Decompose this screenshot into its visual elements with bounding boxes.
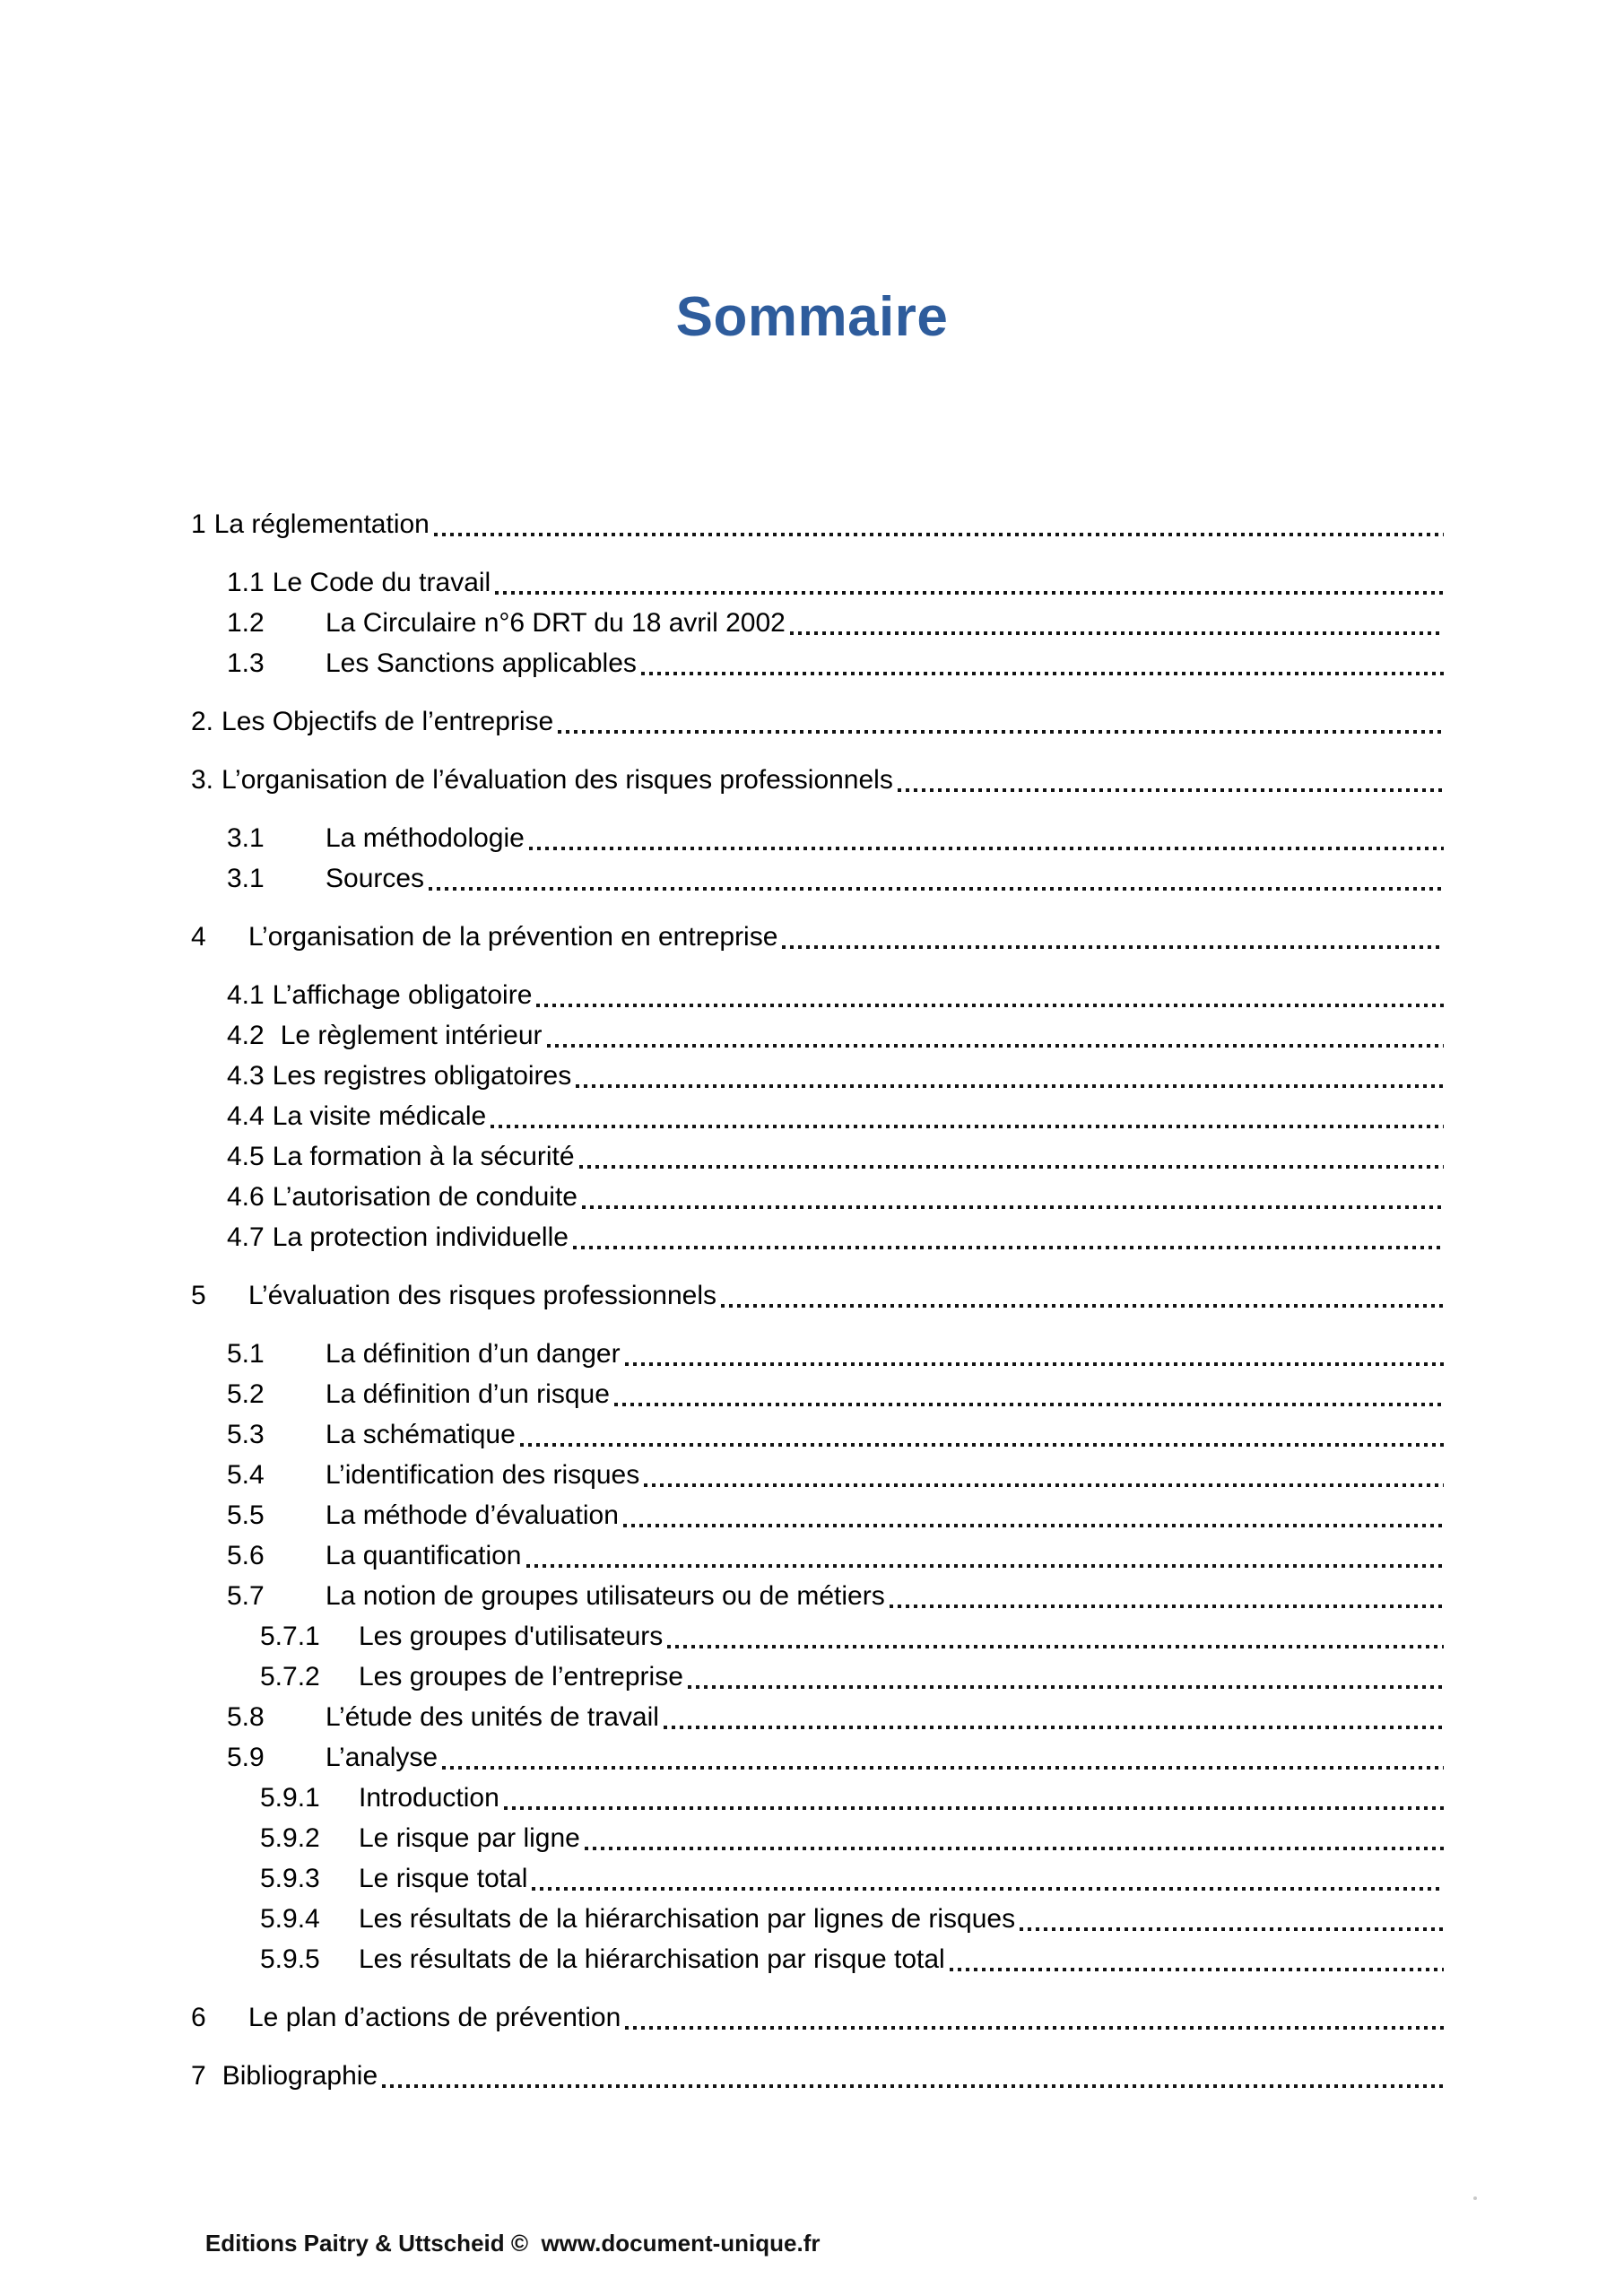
toc-entry-label: La définition d’un risque — [326, 1379, 610, 1409]
toc-entry — [191, 1500, 1444, 1541]
toc-entry — [191, 1702, 1444, 1743]
dot-leader — [526, 1564, 1445, 1568]
toc-entry-number: 3. — [191, 765, 214, 795]
toc-entry-label: Les résultats de la hiérarchisation par risque total — [359, 1944, 945, 1974]
toc-entry-label: Le risque total — [359, 1864, 528, 1893]
toc-entry-label: La notion de groupes utilisateurs ou de métiers — [326, 1581, 885, 1611]
dot-leader — [579, 1165, 1444, 1169]
dot-leader — [1020, 1927, 1444, 1931]
toc-entry-number: 5.9.3 — [260, 1864, 320, 1893]
toc-entry — [191, 823, 1444, 864]
toc-entry — [191, 1061, 1444, 1101]
toc-entry-label: La définition d’un danger — [326, 1339, 621, 1369]
dot-leader — [582, 1205, 1444, 1209]
toc-entry — [191, 1460, 1444, 1500]
toc-entry-label: L’autorisation de conduite — [272, 1182, 578, 1212]
toc-entry-number: 1.2 — [227, 608, 265, 638]
dot-leader — [491, 1125, 1444, 1128]
dot-leader — [614, 1403, 1444, 1406]
toc-entry-number: 4.5 — [227, 1142, 265, 1171]
toc-entry — [191, 1142, 1444, 1182]
toc-entry-number: 5.6 — [227, 1541, 265, 1570]
toc-entry — [191, 1021, 1444, 1061]
dot-leader — [625, 2026, 1444, 2030]
toc-entry-number: 3.1 — [227, 823, 265, 853]
toc-entry-label: Le règlement intérieur — [280, 1021, 543, 1050]
toc-entry-number: 5.9.5 — [260, 1944, 320, 1974]
toc-entry-label: La visite médicale — [272, 1101, 487, 1131]
dot-leader — [536, 1004, 1444, 1007]
toc-entry-number: 1.1 — [227, 568, 265, 597]
toc-entry-label: La protection individuelle — [272, 1222, 569, 1252]
dot-leader — [573, 1246, 1444, 1249]
toc-entry — [191, 922, 1444, 962]
toc-entry-label: Le risque par ligne — [359, 1823, 580, 1853]
toc-entry — [191, 1944, 1444, 1985]
toc-entry-number: 3.1 — [227, 864, 265, 893]
dot-leader — [721, 1304, 1444, 1308]
dot-leader — [547, 1044, 1444, 1048]
dot-leader — [585, 1847, 1444, 1850]
toc-entry-label: L’identification des risques — [326, 1460, 640, 1490]
toc-entry — [191, 1622, 1444, 1662]
toc-entry — [191, 568, 1444, 608]
toc-entry-label: La schématique — [326, 1420, 516, 1449]
dot-leader — [529, 847, 1444, 850]
toc-entry-number: 5 — [191, 1281, 206, 1310]
toc-entry-label: Introduction — [359, 1783, 499, 1813]
toc-entry-label: Bibliographie — [221, 2061, 378, 2091]
toc-entry — [191, 1783, 1444, 1823]
toc-entry-number: 5.9.1 — [260, 1783, 320, 1813]
toc-entry-label: L’analyse — [326, 1743, 439, 1772]
dot-leader — [495, 591, 1444, 595]
toc-entry — [191, 1379, 1444, 1420]
toc-entry-number: 5.5 — [227, 1500, 265, 1530]
toc-entry-label: Les résultats de la hiérarchisation par lignes de risques — [359, 1904, 1016, 1934]
toc-entry-number: 1 — [191, 509, 206, 539]
dot-leader — [688, 1685, 1444, 1689]
toc-entry-label: La méthodologie — [326, 823, 525, 853]
toc-entry-number: 7 — [191, 2061, 206, 2091]
dot-leader — [382, 2084, 1444, 2088]
dot-leader — [434, 533, 1444, 536]
toc-entry-number: 4.1 — [227, 980, 265, 1010]
toc-entry-number: 5.4 — [227, 1460, 265, 1490]
toc-entry — [191, 1182, 1444, 1222]
toc-entry — [191, 765, 1444, 805]
toc-entry — [191, 2061, 1444, 2101]
scan-artifact-dot — [1473, 2196, 1477, 2200]
toc-entry — [191, 1420, 1444, 1460]
dot-leader — [520, 1443, 1444, 1447]
toc-entry-label: La quantification — [326, 1541, 522, 1570]
toc-entry-label: Les groupes de l’entreprise — [359, 1662, 683, 1692]
dot-leader — [429, 887, 1444, 891]
toc-entry — [191, 509, 1444, 550]
dot-leader — [504, 1806, 1444, 1810]
toc-entry-label: L’organisation de la prévention en entreprise — [248, 922, 778, 952]
toc-entry-label: La réglementation — [213, 509, 430, 539]
toc-entry — [191, 648, 1444, 689]
dot-leader — [644, 1483, 1444, 1487]
toc-entry — [191, 707, 1444, 747]
toc-entry-number: 5.7 — [227, 1581, 265, 1611]
toc-entry — [191, 1662, 1444, 1702]
toc-entry-number: 4.6 — [227, 1182, 265, 1212]
toc-entry-label: Les Sanctions applicables — [326, 648, 637, 678]
dot-leader — [790, 631, 1444, 635]
dot-leader — [898, 788, 1444, 792]
dot-leader — [641, 672, 1444, 675]
toc-entry-number: 6 — [191, 2003, 206, 2032]
toc-entry — [191, 1904, 1444, 1944]
toc-entry — [191, 1581, 1444, 1622]
table-of-contents — [191, 509, 1444, 2119]
toc-entry-number: 5.9 — [227, 1743, 265, 1772]
toc-entry-label: Les Objectifs de l’entreprise — [221, 707, 554, 736]
toc-entry-number: 4.3 — [227, 1061, 265, 1091]
toc-entry-number: 5.7.2 — [260, 1662, 320, 1692]
toc-entry — [191, 1541, 1444, 1581]
toc-entry — [191, 608, 1444, 648]
toc-entry — [191, 1864, 1444, 1904]
toc-entry — [191, 1823, 1444, 1864]
dot-leader — [782, 945, 1444, 949]
toc-entry — [191, 864, 1444, 904]
dot-leader — [623, 1524, 1444, 1527]
toc-entry-label: La formation à la sécurité — [272, 1142, 575, 1171]
toc-entry-label: L’affichage obligatoire — [272, 980, 533, 1010]
toc-entry-number: 5.9.2 — [260, 1823, 320, 1853]
toc-entry — [191, 1281, 1444, 1321]
toc-entry-label: Le plan d’actions de prévention — [248, 2003, 621, 2032]
toc-entry — [191, 1222, 1444, 1263]
toc-entry-label: L’organisation de l’évaluation des risques professionnels — [221, 765, 893, 795]
toc-entry-number: 5.1 — [227, 1339, 265, 1369]
toc-entry-label: Sources — [326, 864, 425, 893]
toc-entry-number: 5.3 — [227, 1420, 265, 1449]
toc-entry — [191, 1339, 1444, 1379]
dot-leader — [667, 1645, 1444, 1648]
toc-entry-number: 5.7.1 — [260, 1622, 320, 1651]
toc-entry-number: 4.2 — [227, 1021, 265, 1050]
toc-entry-label: L’étude des unités de travail — [326, 1702, 659, 1732]
toc-entry-label: L’évaluation des risques professionnels — [248, 1281, 716, 1310]
toc-entry — [191, 1101, 1444, 1142]
toc-entry-label: La méthode d’évaluation — [326, 1500, 619, 1530]
toc-entry — [191, 2003, 1444, 2043]
dot-leader — [664, 1726, 1444, 1729]
toc-entry-label: Les groupes d'utilisateurs — [359, 1622, 664, 1651]
toc-entry-number: 2. — [191, 707, 214, 736]
dot-leader — [950, 1968, 1444, 1971]
dot-leader — [890, 1605, 1444, 1608]
toc-entry-number: 4.4 — [227, 1101, 265, 1131]
toc-entry — [191, 1743, 1444, 1783]
dot-leader — [558, 730, 1444, 734]
dot-leader — [532, 1887, 1444, 1891]
toc-entry-number: 4.7 — [227, 1222, 265, 1252]
page-title: Sommaire — [675, 286, 949, 348]
footer-text: Editions Paitry & Uttscheid © www.document-unique.fr — [204, 2230, 821, 2257]
toc-entry-number: 5.9.4 — [260, 1904, 320, 1934]
toc-entry-number: 5.2 — [227, 1379, 265, 1409]
dot-leader — [576, 1084, 1444, 1088]
toc-entry-label: Les registres obligatoires — [272, 1061, 572, 1091]
dot-leader — [625, 1362, 1444, 1366]
toc-entry-number: 5.8 — [227, 1702, 265, 1732]
toc-entry — [191, 980, 1444, 1021]
toc-entry-number: 1.3 — [227, 648, 265, 678]
toc-entry-label: La Circulaire n°6 DRT du 18 avril 2002 — [326, 608, 786, 638]
toc-entry-number: 4 — [191, 922, 206, 952]
toc-entry-label: Le Code du travail — [272, 568, 491, 597]
page-footer — [179, 2202, 820, 2285]
dot-leader — [442, 1766, 1444, 1770]
